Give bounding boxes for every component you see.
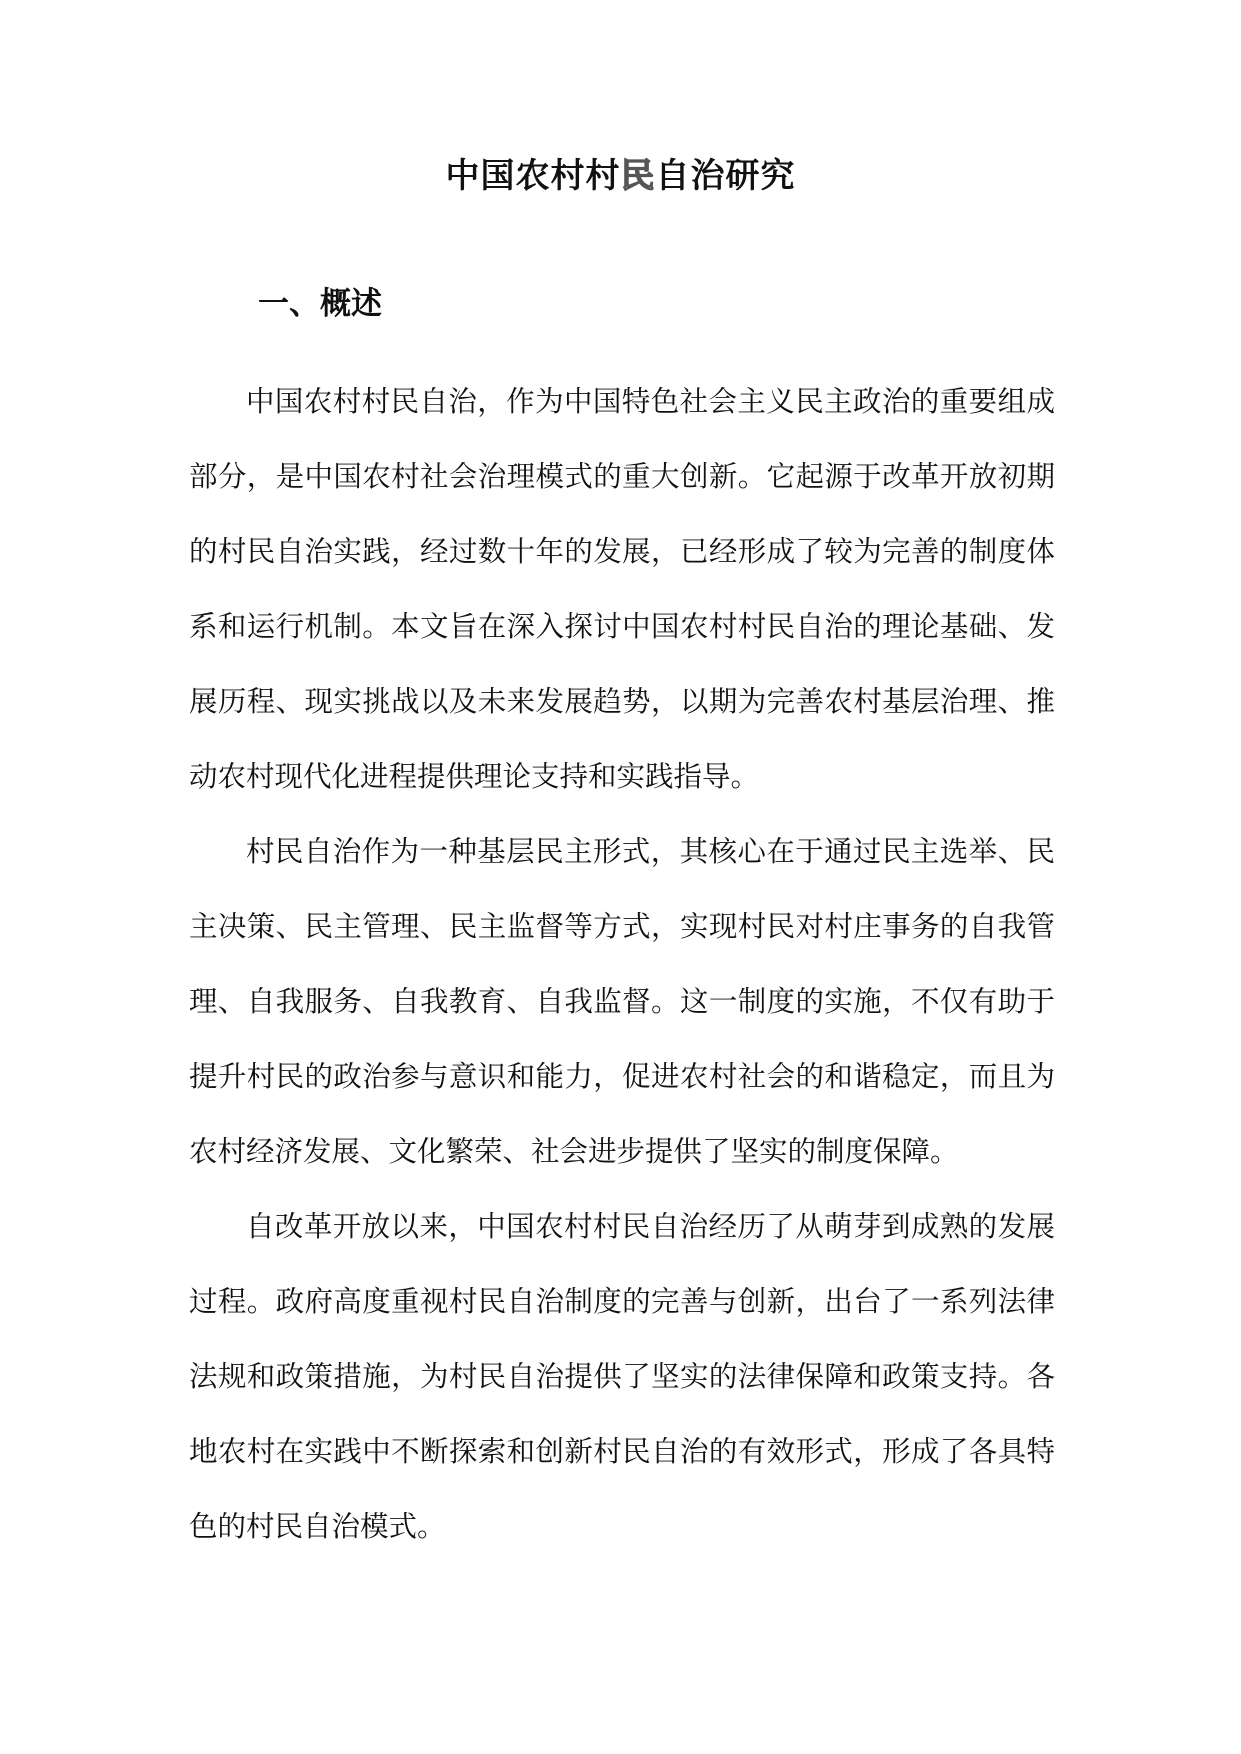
- section-heading: 一、概述: [258, 286, 382, 322]
- title-text-outlined-char: 民: [620, 156, 656, 196]
- title-text-part-1: 中国农村村: [445, 156, 621, 196]
- title-text-part-2: 自治研究: [655, 156, 796, 196]
- paragraph-2: 村民自治作为一种基层民主形式，其核心在于通过民主选举、民主决策、民主管理、民主监督等方式，实现村民对村庄事务的自我管理、自我服务、自我教育、自我监督。这一制度的实施，不仅有助于提升村民的政治参与意识和能力，促进农村社会的和谐稳定，而且为农村经济发展、文化繁荣、社会进步提供了坚实的制度保障。: [189, 835, 1055, 1168]
- document-title: [0, 146, 1241, 206]
- paragraph-3: 自改革开放以来，中国农村村民自治经历了从萌芽到成熟的发展过程。政府高度重视村民自治制度的完善与创新，出台了一系列法律法规和政策措施，为村民自治提供了坚实的法律保障和政策支持。各地农村在实践中不断探索和创新村民自治的有效形式，形成了各具特色的村民自治模式。: [189, 1210, 1055, 1543]
- paragraph-1: 中国农村村民自治，作为中国特色社会主义民主政治的重要组成部分，是中国农村社会治理模式的重大创新。它起源于改革开放初期的村民自治实践，经过数十年的发展，已经形成了较为完善的制度体系和运行机制。本文旨在深入探讨中国农村村民自治的理论基础、发展历程、现实挑战以及未来发展趋势，以期为完善农村基层治理、推动农村现代化进程提供理论支持和实践指导。: [189, 385, 1055, 793]
